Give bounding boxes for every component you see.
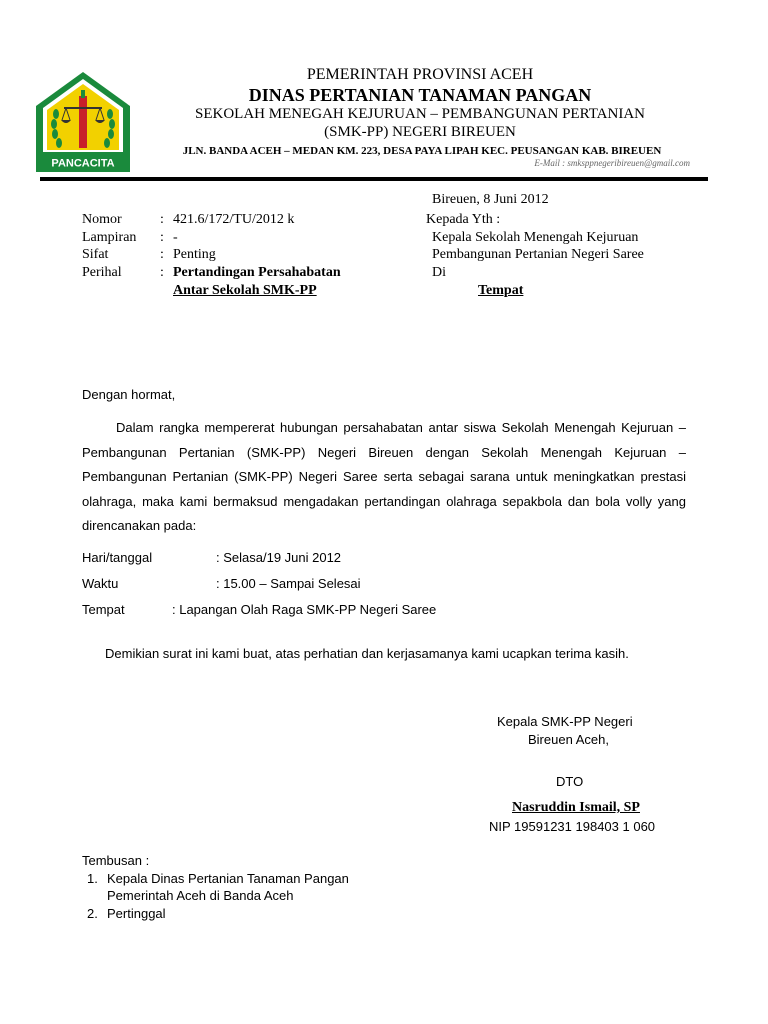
letter-date: Bireuen, 8 Juni 2012 bbox=[432, 192, 549, 207]
perihal-value-2: Antar Sekolah SMK-PP bbox=[173, 283, 317, 298]
signature-name: Nasruddin Ismail, SP bbox=[512, 800, 640, 815]
signature-title-2: Bireuen Aceh, bbox=[528, 732, 609, 747]
perihal-value-1: Pertandingan Persahabatan bbox=[173, 265, 341, 280]
perihal-colon: : bbox=[160, 265, 164, 280]
lampiran-label: Lampiran bbox=[82, 230, 137, 245]
hari-value: : Selasa/19 Juni 2012 bbox=[216, 550, 342, 565]
letterhead-rule bbox=[40, 177, 708, 181]
letterhead-email: E-Mail : smksppnegeribireuen@gmail.com bbox=[534, 158, 690, 168]
nomor-colon: : bbox=[160, 212, 164, 227]
signature-nip: NIP 19591231 198403 1 060 bbox=[489, 819, 656, 834]
tempat-label: Tempat bbox=[82, 602, 125, 617]
letterhead-line-3: SEKOLAH MENEGAH KEJURUAN – PEMBANGUNAN PERTANIAN bbox=[195, 106, 645, 122]
sifat-label: Sifat bbox=[82, 247, 109, 262]
tembusan-item-1-num: 1. bbox=[87, 871, 98, 886]
signature-title-1: Kepala SMK-PP Negeri bbox=[497, 714, 633, 729]
letterhead-line-2: DINAS PERTANIAN TANAMAN PANGAN bbox=[248, 85, 592, 105]
nomor-value: 421.6/172/TU/2012 k bbox=[173, 212, 295, 227]
perihal-label: Perihal bbox=[82, 265, 122, 280]
hari-label: Hari/tanggal bbox=[82, 550, 153, 565]
letterhead-line-1: PEMERINTAH PROVINSI ACEH bbox=[306, 66, 534, 83]
pancacita-logo bbox=[34, 70, 132, 174]
waktu-value: : 15.00 – Sampai Selesai bbox=[216, 576, 361, 591]
letterhead-line-4: (SMK-PP) NEGERI BIREUEN bbox=[324, 124, 516, 140]
closing-sentence: Demikian surat ini kami buat, atas perhatian dan kerjasamanya kami ucapkan terima kasih. bbox=[105, 646, 629, 661]
lampiran-colon: : bbox=[160, 230, 164, 245]
recipient-line-2: Pembangunan Pertanian Negeri Saree bbox=[432, 247, 644, 262]
tembusan-item-1-line-1: Kepala Dinas Pertanian Tanaman Pangan bbox=[107, 871, 349, 886]
tempat-value: : Lapangan Olah Raga SMK-PP Negeri Saree bbox=[172, 602, 437, 617]
lampiran-value: - bbox=[173, 230, 178, 245]
letterhead-address: JLN. BANDA ACEH – MEDAN KM. 223, DESA PAYA LIPAH KEC. PEUSANGAN KAB. BIREUEN bbox=[182, 145, 662, 157]
sifat-colon: : bbox=[160, 247, 164, 262]
waktu-label: Waktu bbox=[82, 576, 119, 591]
body-paragraph: Dalam rangka mempererat hubungan persahabatan antar siswa Sekolah Menengah Kejuruan – Pembangunan Pertanian (SMK-PP) Negeri Bireuen dengan Sekolah Menengah Kejuruan – Pembangunan Pertanian (SMK-PP) Negeri Saree serta sebagai sarana untuk meningkatkan prestasi olahraga, maka kami bermaksud mengadakan pertandingan olahraga sepakbola dan bola volly yang direncanakan pada: bbox=[82, 420, 686, 533]
recipient-line-1: Kepala Sekolah Menengah Kejuruan bbox=[432, 230, 639, 245]
salutation: Dengan hormat, bbox=[82, 387, 176, 402]
tembusan-item-2-line-1: Pertinggal bbox=[107, 906, 166, 921]
logo-text: PANCACITA bbox=[51, 157, 115, 170]
recipient-kepada: Kepada Yth : bbox=[426, 212, 501, 227]
recipient-di: Di bbox=[432, 265, 446, 280]
sifat-value: Penting bbox=[173, 247, 216, 262]
recipient-tempat: Tempat bbox=[478, 283, 524, 298]
signature-dto: DTO bbox=[556, 774, 584, 789]
tembusan-item-2-num: 2. bbox=[87, 906, 98, 921]
nomor-label: Nomor bbox=[82, 212, 122, 227]
tembusan-item-1-line-2: Pemerintah Aceh di Banda Aceh bbox=[107, 888, 294, 903]
tembusan-label: Tembusan : bbox=[82, 853, 150, 868]
